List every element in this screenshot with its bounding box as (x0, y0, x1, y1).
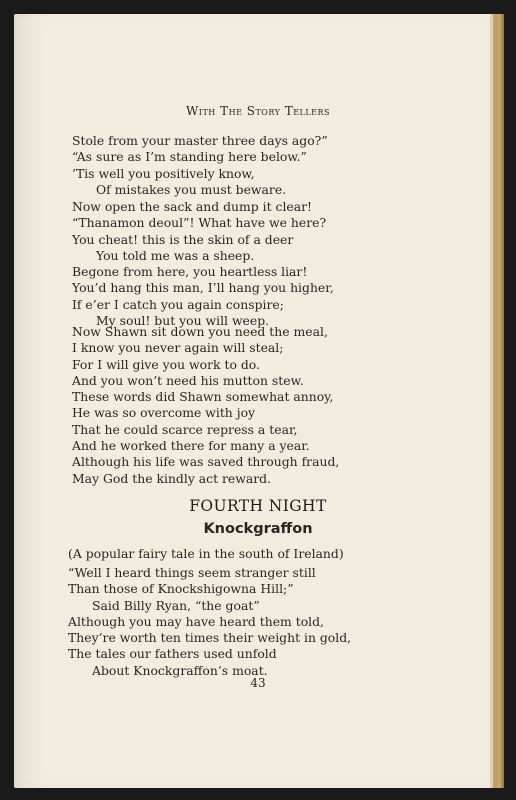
stanza-3 (72, 324, 492, 487)
verse-line: “Well I heard things seem stranger still (68, 565, 316, 580)
verse-line: And he worked there for many a year. (72, 438, 310, 454)
verse-line: For I will give you work to do. (72, 356, 260, 372)
verse-line: May God the kindly act reward. (72, 470, 272, 486)
verse-line: Now Shawn sit down you need the meal, (72, 324, 328, 339)
verse-line: That he could scarce repress a tear, (72, 421, 298, 437)
verse-line: The tales our fathers used unfold (68, 646, 277, 662)
poem-stanza (68, 565, 488, 679)
verse-line: If e’er I catch you again conspire; (72, 296, 284, 312)
stanza-2 (72, 199, 492, 329)
verse-line: Of mistakes you must beware. (96, 181, 287, 197)
verse-line: Said Billy Ryan, “the goat” (92, 597, 260, 613)
verse-line: Than those of Knockshigowna Hill;” (68, 581, 294, 597)
verse-line: You told me was a sheep. (96, 247, 255, 263)
verse-line: Begone from here, you heartless liar! (72, 264, 308, 280)
verse-line: ’Tis well you positively know, (72, 165, 255, 181)
verse-line: Although his life was saved through fraud, (72, 454, 340, 470)
running-header: With The Story Tellers (185, 104, 331, 118)
poem-title: Knockgraffon (203, 521, 313, 537)
page-number: 43 (250, 676, 266, 690)
verse-line: Now open the sack and dump it clear! (72, 199, 313, 214)
verse-line: You cheat! this is the skin of a deer (72, 231, 294, 247)
verse-line: “As sure as I’m standing here below.” (72, 149, 307, 165)
verse-line: They’re worth ten times their weight in gold, (68, 630, 352, 646)
verse-line: About Knockgraffon’s moat. (92, 662, 268, 678)
verse-line: He was so overcome with joy (72, 405, 256, 421)
poem-subtitle: (A popular fairy tale in the south of Ireland) (68, 546, 344, 561)
verse-line: Stole from your master three days ago?” (72, 133, 328, 148)
verse-line: My soul! but you will weep. (96, 313, 270, 329)
verse-line: And you won’t need his mutton stew. (72, 372, 304, 388)
stanza-1 (72, 133, 492, 198)
page-edge (490, 14, 504, 788)
verse-line: Although you may have heard them told, (68, 613, 324, 629)
verse-line: I know you never again will steal; (72, 340, 284, 356)
section-title: FOURTH NIGHT (189, 497, 327, 515)
verse-line: You’d hang this man, I’ll hang you higher, (72, 280, 334, 296)
verse-line: “Thanamon deoul”! What have we here? (72, 215, 327, 231)
verse-line: These words did Shawn somewhat annoy, (72, 389, 334, 405)
